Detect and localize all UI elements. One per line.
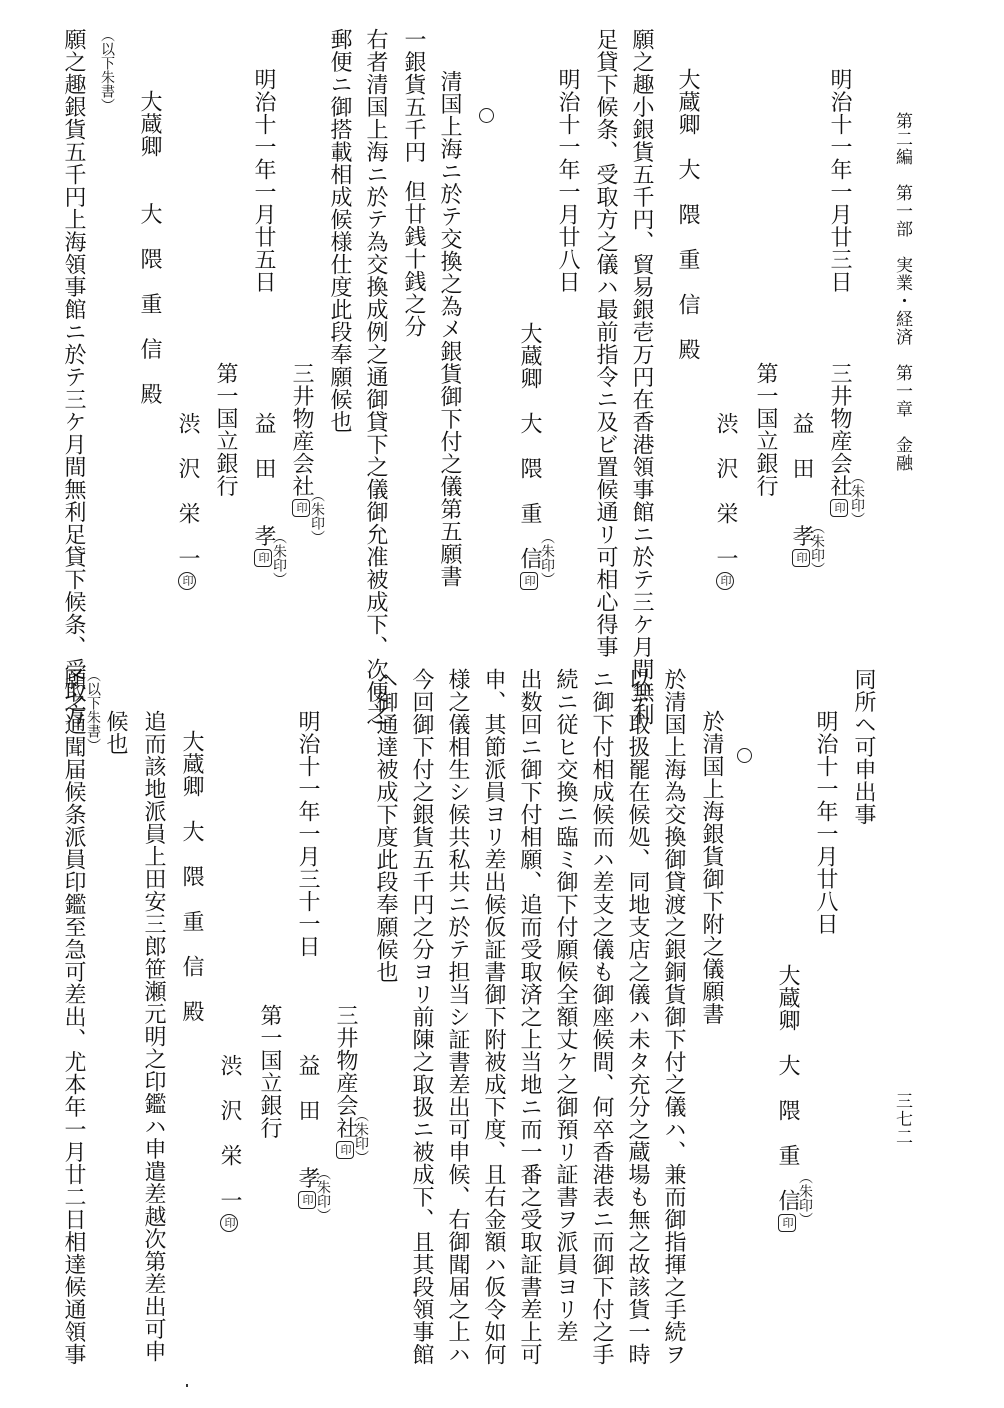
instruction-body-2: 願之趣銀貨五千円上海領事館ニ於テ三ケ月間無利足貸下候条、受取方	[61, 28, 86, 726]
signer-mitsui-b: 三井物産会社印	[334, 1004, 356, 1159]
petition-body-line-5: 出数回ニ御下付相願、追而受取済之上当地ニ而一番之受取証書差上可	[517, 668, 542, 1366]
petition-body-line-6: 申、其節派員ヨリ差出候仮証書御下附被成下度、且右金額ハ仮令如何	[481, 668, 506, 1366]
round-seal-icon: 印	[220, 1214, 238, 1232]
vermilion-seal-note: （朱印）	[797, 1170, 813, 1226]
petition-body-line-7: 様之儀相生シ候共私共ニ於テ担当シ証書差出可申候、右御聞届之上ハ	[445, 668, 470, 1366]
vermilion-seal-note: （朱印）	[809, 520, 825, 576]
continuation-line: 同所ヘ可申出事	[851, 668, 876, 826]
postscript-end: 候也	[103, 710, 128, 755]
vermilion-writing-note: （以下朱書）	[85, 668, 101, 752]
petition-body-line-4: 続ニ従ヒ交換ニ臨ミ御下付願候全額丈ケ之御預リ証書ヲ派員ヨリ差	[553, 668, 578, 1343]
section-circle-icon	[479, 108, 494, 123]
petition-body-line-2: 郵便ニ御搭載相成候様仕度此段奉願候也	[327, 28, 352, 433]
vermilion-seal-note: （朱印）	[271, 530, 287, 586]
square-seal-icon: 印	[830, 499, 848, 517]
signer-okuma: 大蔵卿 大 隈 重 信印	[518, 322, 540, 590]
round-seal-icon: 印	[178, 572, 196, 590]
petition-body-line-1: 於清国上海為交換御貸渡之銀銅貨御下付之儀ハ、兼而御指揮之手続ヲ	[661, 668, 686, 1366]
signer-mitsui: 三井物産会社印	[828, 362, 850, 517]
square-seal-icon: 印	[520, 572, 538, 590]
date-meiji-11-1-23: 明治十一年一月廿三日	[827, 68, 852, 293]
postscript-line: 追而該地派員上田安三郎笹瀬元明之印鑑ハ申遣差越次第差出可申	[141, 710, 166, 1363]
addressee-okuma-b: 大蔵卿 大 隈 重 信 殿	[179, 730, 204, 1023]
round-seal-icon: 印	[716, 572, 734, 590]
addressee-okuma: 大蔵卿 大 隈 重 信 殿	[675, 68, 700, 361]
section-circle-icon	[737, 748, 752, 763]
square-seal-icon: 印	[298, 1191, 316, 1209]
signer-daiichi-bank-b: 第一国立銀行	[257, 1004, 282, 1139]
square-seal-icon: 印	[778, 1214, 796, 1232]
vermilion-seal-note: （朱印）	[849, 470, 865, 526]
date-meiji-11-1-28: 明治十一年一月廿八日	[555, 68, 580, 293]
stray-mark	[186, 1384, 188, 1387]
signer-masuda-b: 益 田 孝印	[296, 1054, 318, 1209]
signer-daiichi-bank-2: 第一国立銀行	[213, 362, 238, 497]
vermilion-seal-note: （朱印）	[309, 488, 325, 544]
signer-shibusawa-2: 渋 沢 栄 一印	[176, 412, 198, 590]
signer-masuda-2: 益 田 孝印	[252, 412, 274, 567]
petition-title-5: 清国上海ニ於テ交換之為メ銀貨御下付之儀第五願書	[437, 70, 462, 588]
page-number: 三七二	[892, 1092, 912, 1146]
date-meiji-11-1-28-b: 明治十一年一月廿八日	[813, 710, 838, 935]
signer-shibusawa-b: 渋 沢 栄 一印	[218, 1054, 240, 1232]
petition-body-line-9: ヘ御通達被成下度此段奉願候也	[373, 668, 398, 983]
item-silver-5000: 一銀貨五千円	[401, 28, 426, 163]
signer-okuma-b: 大蔵卿 大 隈 重 信印	[776, 964, 798, 1232]
vermilion-seal-note: （朱印）	[539, 530, 555, 586]
signer-mitsui-2: 三井物産会社印	[290, 362, 312, 517]
item-note: 但廿銭十銭之分	[401, 180, 426, 338]
square-seal-icon: 印	[336, 1141, 354, 1159]
instruction-body-line-2: 足貸下候条、受取方之儀ハ最前指令ニ及ビ置候通リ可相心得事	[593, 28, 618, 658]
instruction-body-3: 願之通聞届候条派員印鑑至急可差出、尤本年一月廿二日相達候通領事	[61, 668, 86, 1366]
petition-body-line-8: 今回御下付之銀貨五千円之分ヨリ前陳之取扱ニ被成下、且其段領事館	[409, 668, 434, 1366]
instruction-body-line-1: 願之趣小銀貨五千円、貿易銀壱万円在香港領事館ニ於テ三ケ月間無利	[629, 28, 654, 726]
petition-body-line-3: ニ御下付相成候而ハ差支之儀も御座候間、何卒香港表ニ而御下付之手	[589, 668, 614, 1366]
petition-body-line-1: 右者清国上海ニ於テ為交換成例之通御貸下之儀御允准被成下、次便之	[363, 28, 388, 726]
square-seal-icon: 印	[254, 549, 272, 567]
petition-body-line-2: 以テ取扱罷在候処、同地支店之儀ハ未タ充分之蔵場も無之故該貨一時	[625, 668, 650, 1366]
signer-daiichi-bank: 第一国立銀行	[753, 362, 778, 497]
signer-shibusawa: 渋 沢 栄 一印	[714, 412, 736, 590]
vermilion-writing-note: （以下朱書）	[99, 28, 115, 112]
signer-masuda: 益 田 孝印	[790, 412, 812, 567]
date-meiji-11-1-31: 明治十一年一月三十一日	[295, 710, 320, 958]
vermilion-seal-note: （朱印）	[353, 1108, 369, 1164]
running-head: 第二編 第一部 実業・経済 第一章 金融	[892, 112, 912, 472]
petition-title-silver-shanghai: 於清国上海銀貨御下附之儀願書	[699, 710, 724, 1025]
vermilion-seal-note: （朱印）	[315, 1166, 331, 1222]
square-seal-icon: 印	[292, 499, 310, 517]
square-seal-icon: 印	[792, 549, 810, 567]
addressee-okuma-2: 大蔵卿 大 隈 重 信 殿	[137, 90, 162, 405]
date-meiji-11-1-25: 明治十一年一月廿五日	[251, 68, 276, 293]
